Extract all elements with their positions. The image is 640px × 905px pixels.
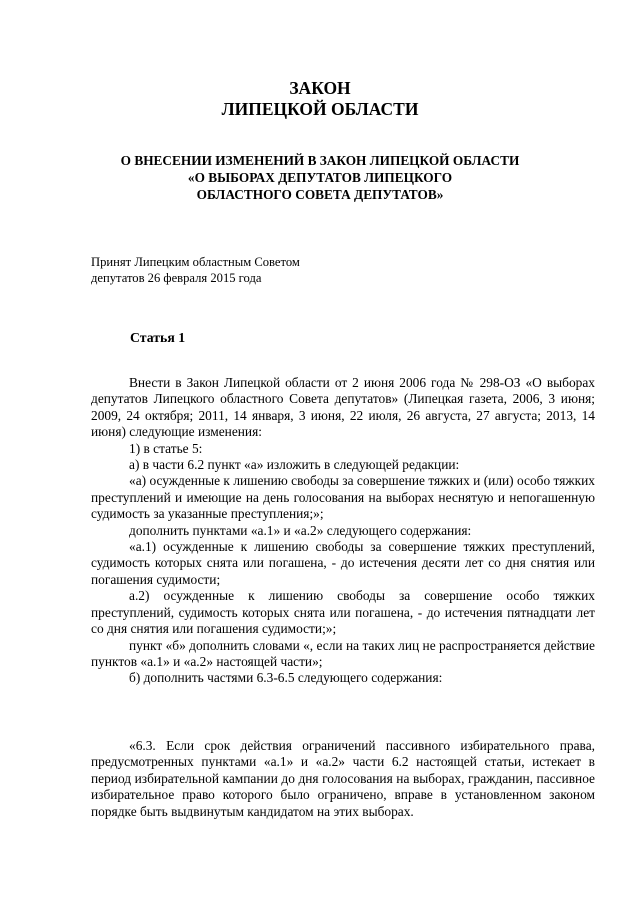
title-line-3: ОБЛАСТНОГО СОВЕТА ДЕПУТАТОВ» bbox=[196, 187, 444, 202]
quote-block bbox=[91, 738, 595, 820]
paragraph-new-a: «а) осужденные к лишению свободы за совершение тяжких и (или) особо тяжких преступлений и имеющие на день голосования на выборах неснятую и непогашенную судимость за указанные преступления;»; bbox=[91, 473, 595, 522]
paragraph-item-b: б) дополнить частями 6.3-6.5 следующего содержания: bbox=[129, 670, 443, 686]
paragraph-item-a: а) в части 6.2 пункт «а» изложить в следующей редакции: bbox=[129, 457, 460, 473]
adoption-line-2: депутатов 26 февраля 2015 года bbox=[91, 271, 262, 285]
paragraph-item-1: 1) в статье 5: bbox=[129, 440, 203, 456]
adoption-line-1: Принят Липецким областным Советом bbox=[91, 255, 300, 269]
paragraph-intro: Внести в Закон Липецкой области от 2 июня 2006 года № 298-ОЗ «О выборах депутатов Липецкого областного Совета депутатов» (Липецкая газета, 2006, 3 июня; 2009, 24 октября; 2011, 14 января, 3 июня, 22 июля, 26 августа, 27 августа; 2013, 14 июня) следующие изменения: bbox=[91, 375, 595, 440]
article-heading: Статья 1 bbox=[130, 330, 186, 345]
region-heading: ЛИПЕЦКОЙ ОБЛАСТИ bbox=[221, 99, 419, 119]
title-line-1: О ВНЕСЕНИИ ИЗМЕНЕНИЙ В ЗАКОН ЛИПЕЦКОЙ ОБЛАСТИ bbox=[120, 153, 520, 168]
paragraph-6-3: «6.3. Если срок действия ограничений пассивного избирательного права, предусмотренных пунктами «а.1» и «а.2» части 6.2 настоящей статьи, истекает в период избирательной кампании до дня голосования на выборах, гражданин, пассивное избирательное право которого было ограничено, вправе в установленном законом порядке быть выдвинутым кандидатом на этих выборах. bbox=[91, 738, 595, 819]
paragraph-a2: а.2) осужденные к лишению свободы за совершение особо тяжких преступлений, судимость которых снята или погашена, - до истечения пятнадцати лет со дня снятия или погашения судимости;»; bbox=[91, 588, 595, 637]
paragraph-point-b: пункт «б» дополнить словами «, если на таких лиц не распространяется действие пунктов «а.1» и «а.2» настоящей части»; bbox=[91, 637, 595, 669]
article-body bbox=[91, 375, 595, 687]
title-line-2: «О ВЫБОРАХ ДЕПУТАТОВ ЛИПЕЦКОГО bbox=[187, 170, 453, 185]
paragraph-a1: «а.1) осужденные к лишению свободы за совершение тяжких преступлений, судимость которых снята или погашена, - до истечения десяти лет со дня снятия или погашения судимости; bbox=[91, 539, 595, 587]
adoption-note bbox=[91, 254, 300, 286]
paragraph-add-points: дополнить пунктами «а.1» и «а.2» следующего содержания: bbox=[129, 522, 472, 538]
law-heading: ЗАКОН bbox=[289, 78, 351, 98]
